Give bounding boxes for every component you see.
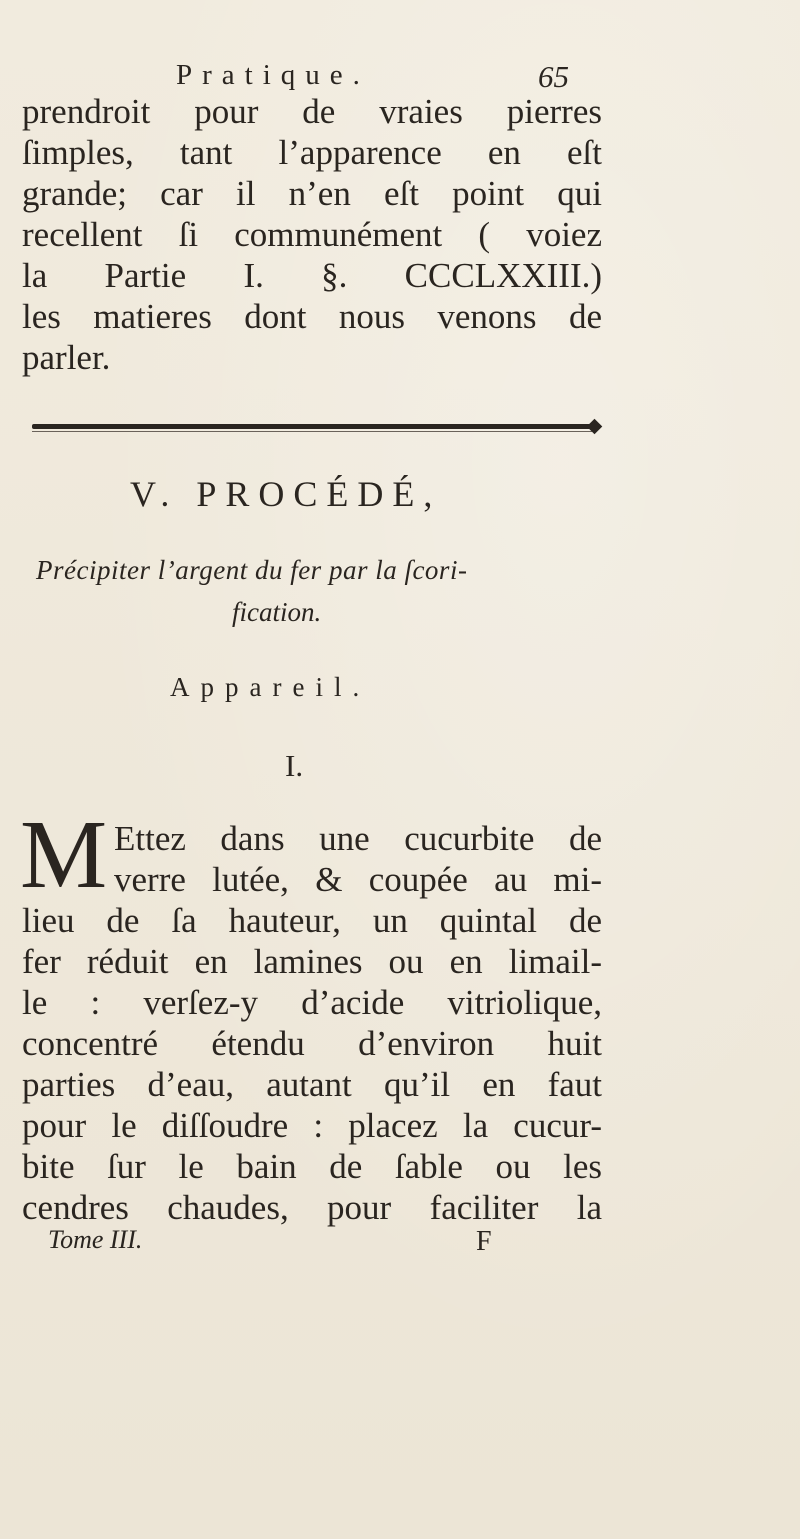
- text-line: fer réduit en lamines ou en limail-: [22, 942, 602, 981]
- text-line: les matieres dont nous venons de: [22, 297, 602, 336]
- text-line: prendroit pour de vraies pierres: [22, 92, 602, 131]
- text-line: ſimples, tant l’apparence en eſt: [22, 133, 602, 172]
- drop-cap: M: [20, 801, 108, 909]
- page-footer: [48, 1222, 508, 1262]
- text-line: bite ſur le bain de ſable ou les: [22, 1147, 602, 1186]
- text-line: recellent ſi communément ( voiez: [22, 215, 602, 254]
- text-line: parler.: [22, 338, 111, 377]
- text-line: lieu de ſa hauteur, un quintal de: [22, 901, 602, 940]
- text-line: la Partie I. §. CCCLXXIII.): [22, 256, 602, 295]
- section-divider-rule: [32, 421, 600, 433]
- volume-label: Tome III.: [48, 1225, 143, 1254]
- rule-thick-line: [32, 424, 592, 429]
- rule-thin-line: [32, 431, 592, 432]
- subtitle-line: fication.: [232, 597, 322, 627]
- apparatus-heading: Appareil.: [170, 672, 371, 702]
- subtitle-line: Précipiter l’argent du fer par la ſcori-: [36, 555, 468, 585]
- text-line: cendres chaudes, pour faciliter la: [22, 1188, 602, 1227]
- text-line: le : verſez-y d’acide vitriolique,: [22, 983, 602, 1022]
- signature-mark: F: [476, 1226, 492, 1257]
- running-head: Pratique.: [176, 59, 370, 91]
- section-subtitle: [36, 549, 596, 633]
- paragraph-continued: [22, 91, 602, 378]
- text-line: grande; car il n’en eſt point qui: [22, 174, 602, 213]
- page-number: 65: [538, 59, 569, 94]
- text-line: concentré étendu d’environ huit: [22, 1024, 602, 1063]
- step-number: I.: [285, 748, 304, 783]
- paragraph-procedure: [22, 818, 602, 1228]
- text-line: parties d’eau, autant qu’il en faut: [22, 1065, 602, 1104]
- section-title: V. PROCÉDÉ,: [130, 474, 442, 514]
- text-line: verre lutée, & coupée au mi-: [114, 860, 602, 899]
- text-line: Ettez dans une cucurbite de: [114, 819, 602, 858]
- text-line: pour le diſſoudre : placez la cucur-: [22, 1106, 602, 1145]
